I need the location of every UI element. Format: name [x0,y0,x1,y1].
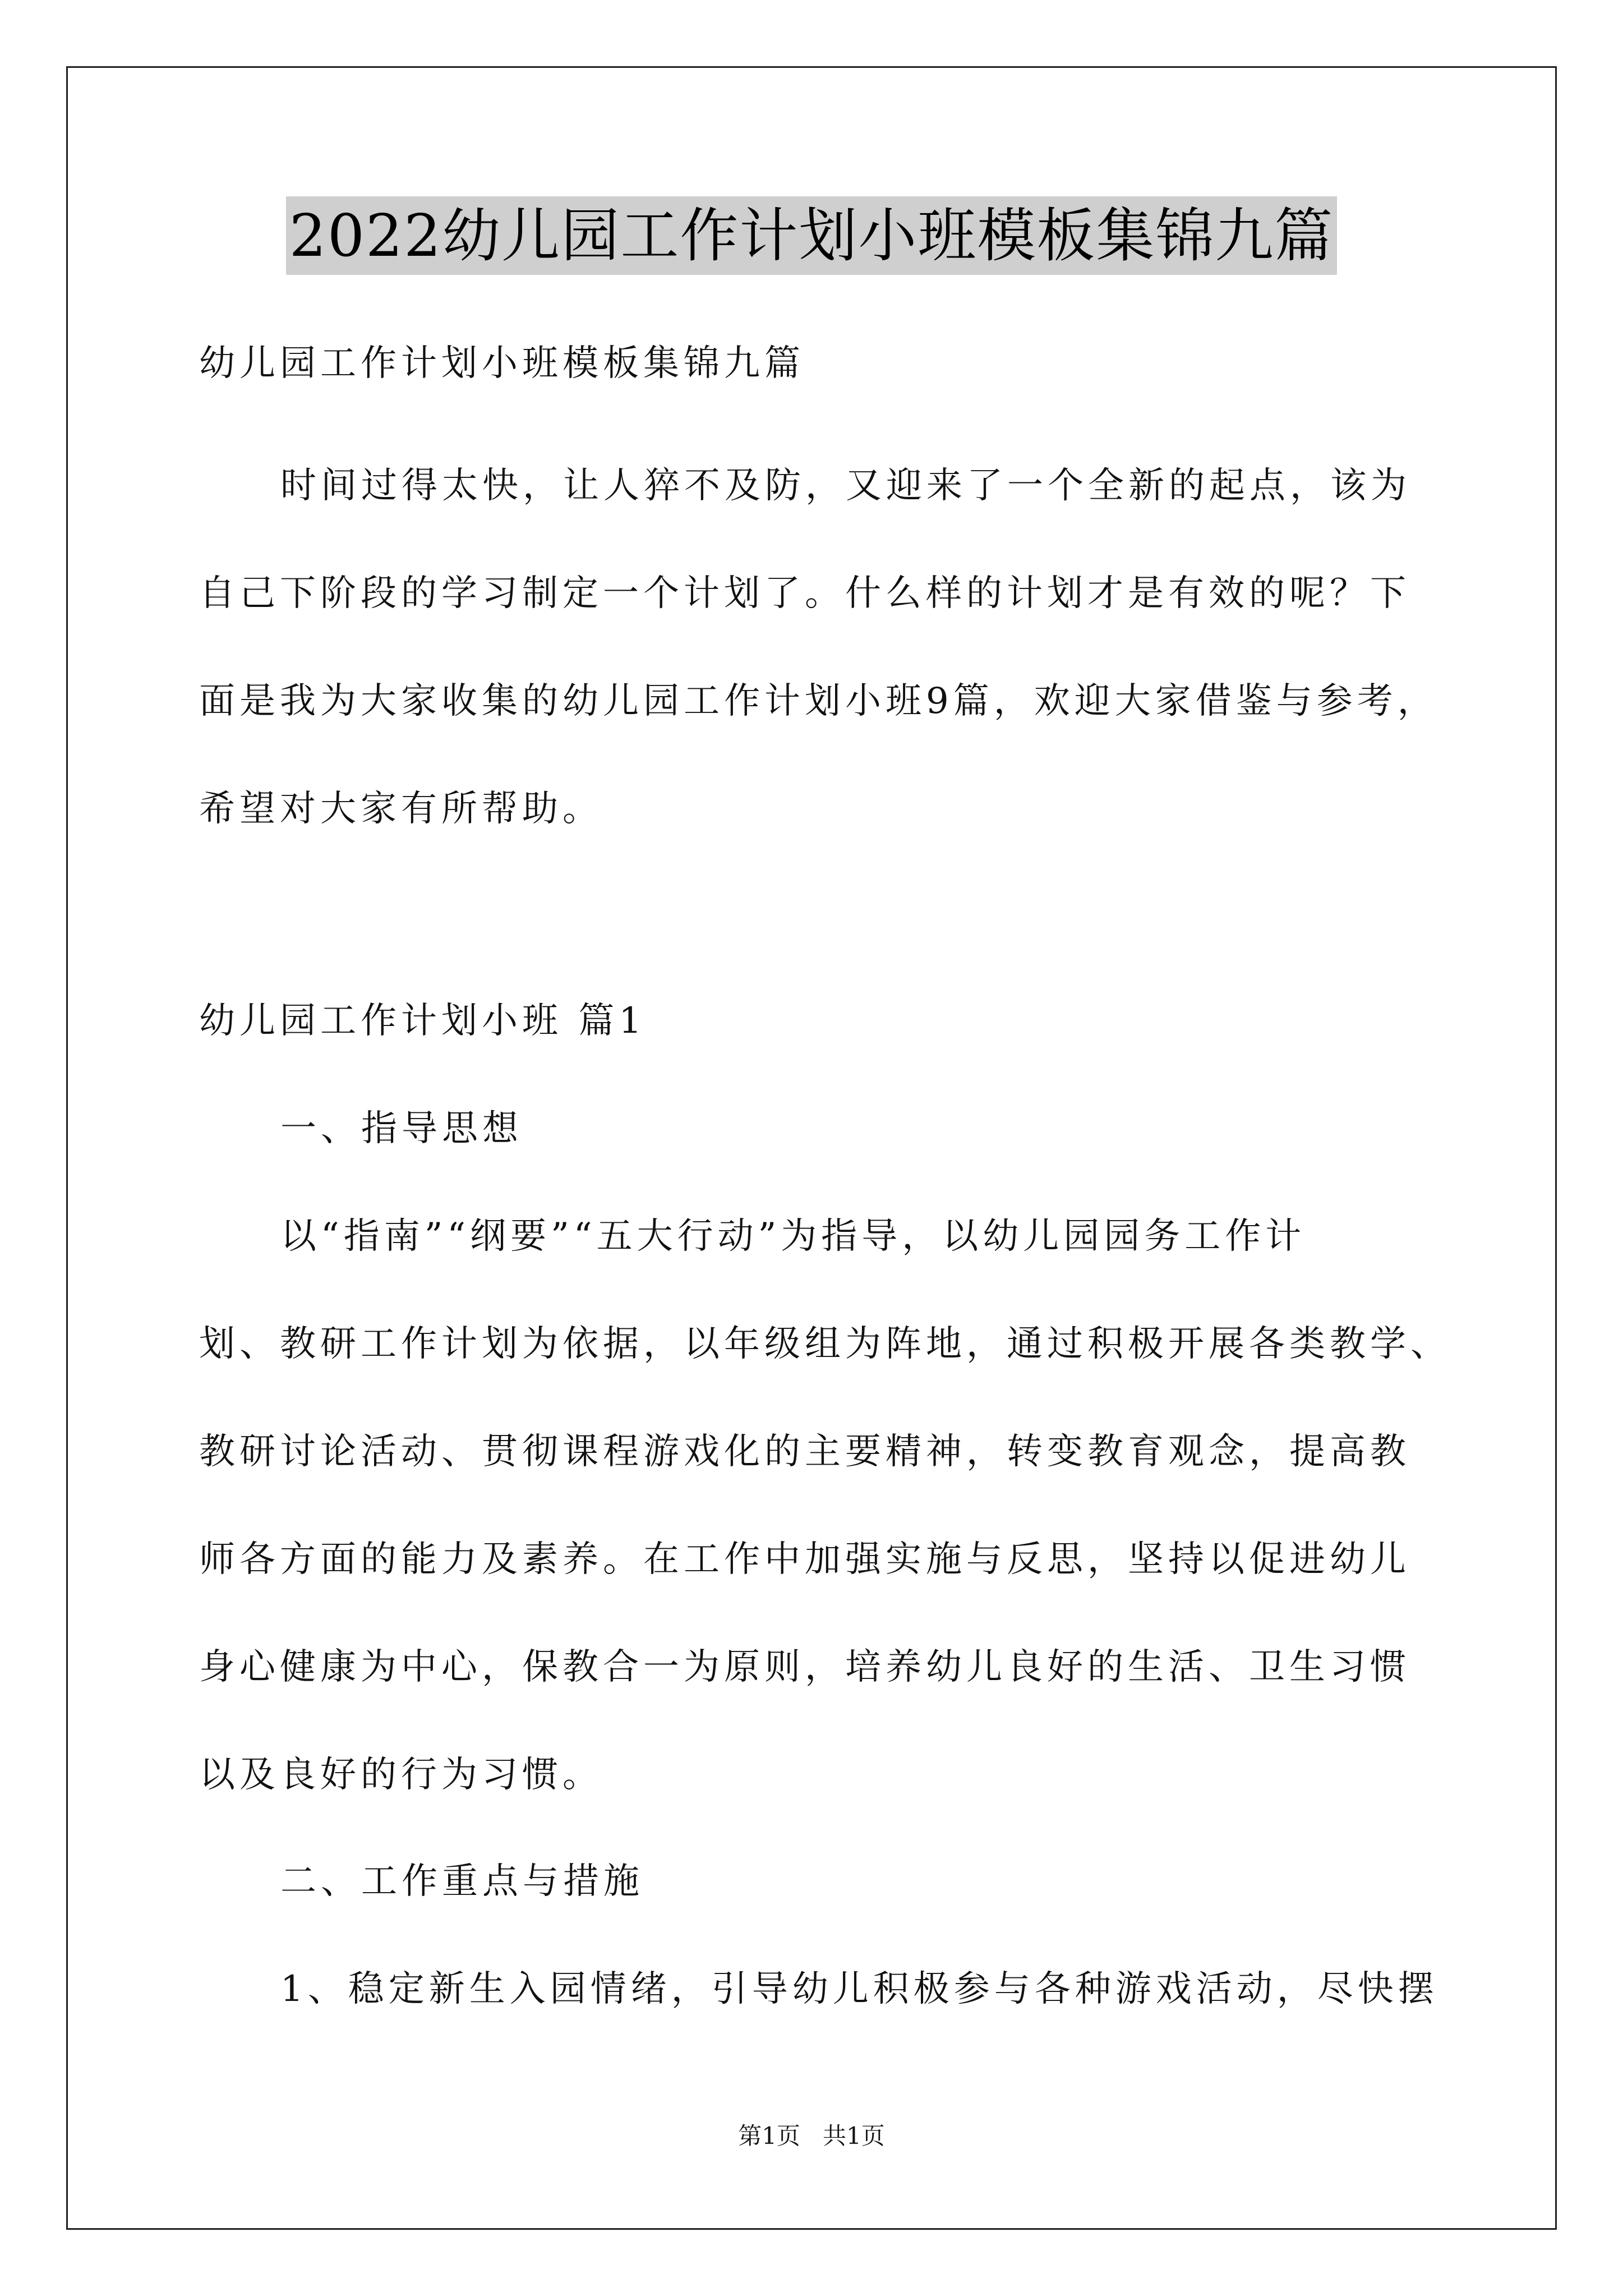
heading-guiding-ideology: 一、指导思想 [280,1108,523,1149]
paragraph-line: 以“指南”“纲要”“五大行动”为指导，以幼儿园园务工作计 [280,1216,1306,1257]
section-heading: 幼儿园工作计划小班 篇1 [199,1000,647,1042]
intro-line: 希望对大家有所帮助。 [199,788,603,830]
page-number-footer: 第1页 共1页 [738,2122,885,2150]
list-item: 1、稳定新生入园情绪，引导幼儿积极参与各种游戏活动，尽快摆 [280,1968,1438,2010]
heading-work-focus: 二、工作重点与措施 [280,1861,644,1902]
title-block [0,196,1623,275]
subtitle: 幼儿园工作计划小班模板集锦九篇 [199,343,805,384]
paragraph-line: 身心健康为中心，保教合一为原则，培养幼儿良好的生活、卫生习惯 [199,1646,1410,1688]
intro-line: 自己下阶段的学习制定一个计划了。什么样的计划才是有效的呢？下 [199,573,1410,614]
paragraph-line: 以及良好的行为习惯。 [199,1754,603,1796]
intro-line: 时间过得太快，让人猝不及防，又迎来了一个全新的起点，该为 [280,465,1411,507]
document-title: 2022幼儿园工作计划小班模板集锦九篇 [286,196,1338,275]
paragraph-line: 划、教研工作计划为依据，以年级组为阵地，通过积极开展各类教学、 [199,1323,1451,1365]
paragraph-line: 师各方面的能力及素养。在工作中加强实施与反思，坚持以促进幼儿 [199,1539,1410,1580]
intro-line: 面是我为大家收集的幼儿园工作计划小班9篇，欢迎大家借鉴与参考， [199,680,1438,722]
paragraph-line: 教研讨论活动、贯彻课程游戏化的主要精神，转变教育观念，提高教 [199,1431,1410,1473]
